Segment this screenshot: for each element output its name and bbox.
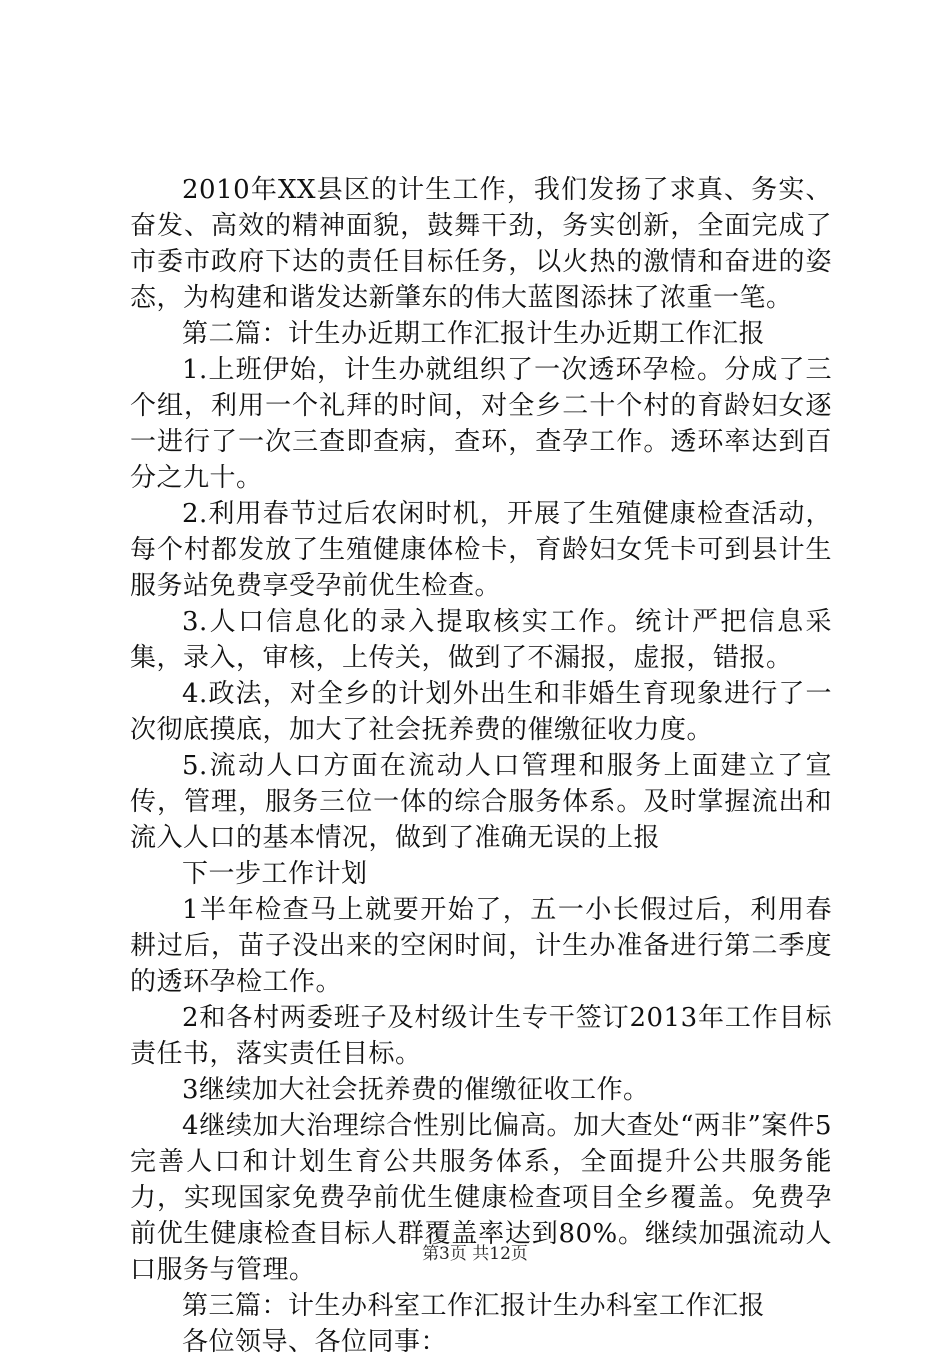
paragraph-item-3: 3.人口信息化的录入提取核实工作。统计严把信息采集，录入，审核，上传关，做到了不漏报，虚报，错报。 (130, 607, 832, 673)
paragraph-item-4: 4.政法，对全乡的计划外出生和非婚生育现象进行了一次彻底摸底，加大了社会抚养费的催缴征收力度。 (130, 679, 832, 745)
plan-item-3: 3继续加大社会抚养费的催缴征收工作。 (182, 1075, 650, 1105)
plan-item-1: 1半年检查马上就要开始了，五一小长假过后，利用春耕过后，苗子没出来的空闲时间，计生办准备进行第二季度的透环孕检工作。 (130, 895, 832, 997)
section-heading-2: 第二篇：计生办近期工作汇报计生办近期工作汇报 (182, 319, 766, 349)
document-body (130, 172, 832, 1360)
subheading-next-plan: 下一步工作计划 (182, 859, 368, 889)
paragraph-intro: 2010年XX县区的计生工作，我们发扬了求真、务实、奋发、高效的精神面貌，鼓舞干劲，务实创新，全面完成了市委市政府下达的责任目标任务，以火热的激情和奋进的姿态，为构建和谐发达新肇东的伟大蓝图添抹了浓重一笔。 (130, 175, 832, 313)
paragraph-item-5: 5.流动人口方面在流动人口管理和服务上面建立了宣传，管理，服务三位一体的综合服务体系。及时掌握流出和流入人口的基本情况，做到了准确无误的上报 (130, 751, 832, 853)
paragraph-item-2: 2.利用春节过后农闲时机，开展了生殖健康检查活动，每个村都发放了生殖健康体检卡，育龄妇女凭卡可到县计生服务站免费享受孕前优生检查。 (130, 499, 832, 601)
page-number-footer: 第3页 共12页 (422, 1244, 528, 1264)
salutation: 各位领导、各位同事： (182, 1327, 448, 1357)
paragraph-item-1: 1.上班伊始，计生办就组织了一次透环孕检。分成了三个组，利用一个礼拜的时间，对全乡二十个村的育龄妇女逐一进行了一次三查即查病，查环，查孕工作。透环率达到百分之九十。 (130, 355, 832, 493)
plan-item-2: 2和各村两委班子及村级计生专干签订2013年工作目标责任书，落实责任目标。 (130, 1003, 832, 1069)
section-heading-3: 第三篇：计生办科室工作汇报计生办科室工作汇报 (182, 1291, 766, 1321)
plan-item-4: 4继续加大治理综合性别比偏高。加大查处“两非”案件5完善人口和计划生育公共服务体系，全面提升公共服务能力，实现国家免费孕前优生健康检查项目全乡覆盖。免费孕前优生健康检查目标人群覆盖率达到80%。继续加强流动人口服务与管理。 (130, 1111, 832, 1285)
